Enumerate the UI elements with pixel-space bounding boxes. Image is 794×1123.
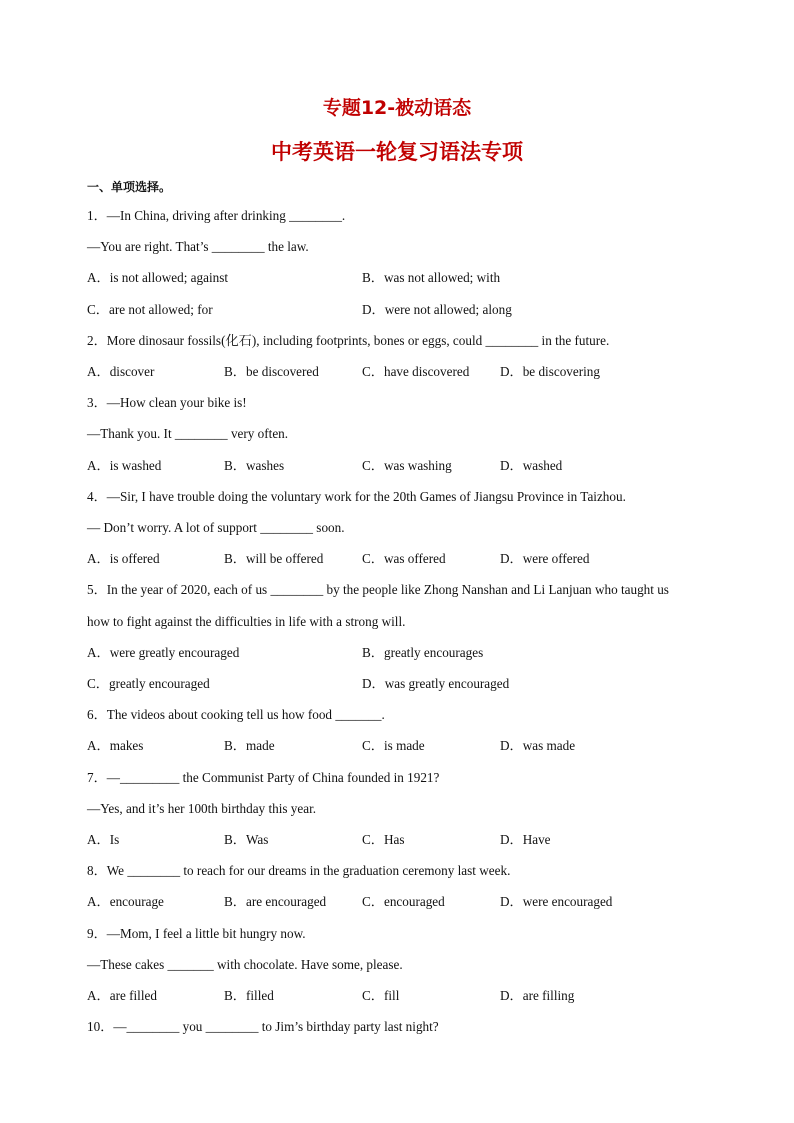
section-heading: 一、单项选择。	[87, 180, 172, 194]
question-5-option-c: C．greatly encouraged	[87, 676, 210, 691]
question-4-option-d: D．were offered	[500, 551, 590, 566]
question-6-option-c: C．is made	[362, 738, 425, 753]
question-5-stem-continued: how to fight against the difficulties in life with a strong will.	[87, 614, 406, 629]
question-1-stem: 1．—In China, driving after drinking ________.	[87, 208, 346, 223]
question-9-option-c: C．fill	[362, 988, 400, 1003]
question-1-option-c: C．are not allowed; for	[87, 302, 213, 317]
question-5-option-b: B．greatly encourages	[362, 645, 484, 660]
question-1-response: —You are right. That’s ________ the law.	[87, 239, 309, 254]
question-4-option-a: A．is offered	[87, 551, 160, 566]
question-6-option-a: A．makes	[87, 738, 144, 753]
question-7-stem: 7．—_________ the Communist Party of China founded in 1921?	[87, 770, 440, 785]
question-7-option-d: D．Have	[500, 832, 551, 847]
question-4-response: — Don’t worry. A lot of support ________ soon.	[87, 520, 345, 535]
question-8-option-d: D．were encouraged	[500, 894, 613, 909]
question-4-stem: 4．—Sir, I have trouble doing the voluntary work for the 20th Games of Jiangsu Province in Taizhou.	[87, 489, 626, 504]
question-8-option-a: A．encourage	[87, 894, 164, 909]
question-10-stem: 10．—________ you ________ to Jim’s birthday party last night?	[87, 1019, 439, 1034]
question-7-option-c: C．Has	[362, 832, 405, 847]
question-4-option-c: C．was offered	[362, 551, 446, 566]
question-3-option-a: A．is washed	[87, 458, 162, 473]
document-subtitle: 中考英语一轮复习语法专项	[271, 140, 523, 164]
question-2-option-d: D．be discovering	[500, 364, 600, 379]
question-1-option-a: A．is not allowed; against	[87, 270, 229, 285]
question-6-option-b: B．made	[224, 738, 275, 753]
question-6-stem: 6．The videos about cooking tell us how food _______.	[87, 707, 385, 722]
question-7-response: —Yes, and it’s her 100th birthday this year.	[87, 801, 317, 816]
question-3-option-c: C．was washing	[362, 458, 452, 473]
question-1-option-d: D．were not allowed; along	[362, 302, 512, 317]
question-8-option-b: B．are encouraged	[224, 894, 327, 909]
question-1-option-b: B．was not allowed; with	[362, 270, 501, 285]
question-9-option-a: A．are filled	[87, 988, 157, 1003]
question-5-stem: 5．In the year of 2020, each of us ________ by the people like Zhong Nanshan and Li Lanjuan who taught us	[87, 582, 669, 597]
question-8-stem: 8．We ________ to reach for our dreams in the graduation ceremony last week.	[87, 863, 511, 878]
question-7-option-a: A．Is	[87, 832, 120, 847]
question-8-option-c: C．encouraged	[362, 894, 445, 909]
question-9-option-b: B．filled	[224, 988, 274, 1003]
document-title: 专题12-被动语态	[322, 97, 472, 119]
question-4-option-b: B．will be offered	[224, 551, 324, 566]
question-2-stem: 2．More dinosaur fossils(化石), including footprints, bones or eggs, could ________ in the future.	[87, 333, 610, 348]
question-2-option-c: C．have discovered	[362, 364, 470, 379]
question-3-option-b: B．washes	[224, 458, 285, 473]
question-5-option-a: A．were greatly encouraged	[87, 645, 240, 660]
question-3-response: —Thank you. It ________ very often.	[87, 426, 289, 441]
question-9-option-d: D．are filling	[500, 988, 575, 1003]
question-3-option-d: D．washed	[500, 458, 563, 473]
question-6-option-d: D．was made	[500, 738, 576, 753]
question-5-option-d: D．was greatly encouraged	[362, 676, 510, 691]
question-2-option-a: A．discover	[87, 364, 155, 379]
question-7-option-b: B．Was	[224, 832, 269, 847]
question-9-stem: 9．—Mom, I feel a little bit hungry now.	[87, 926, 306, 941]
question-2-option-b: B．be discovered	[224, 364, 319, 379]
question-9-response: —These cakes _______ with chocolate. Have some, please.	[87, 957, 403, 972]
question-3-stem: 3．—How clean your bike is!	[87, 395, 247, 410]
